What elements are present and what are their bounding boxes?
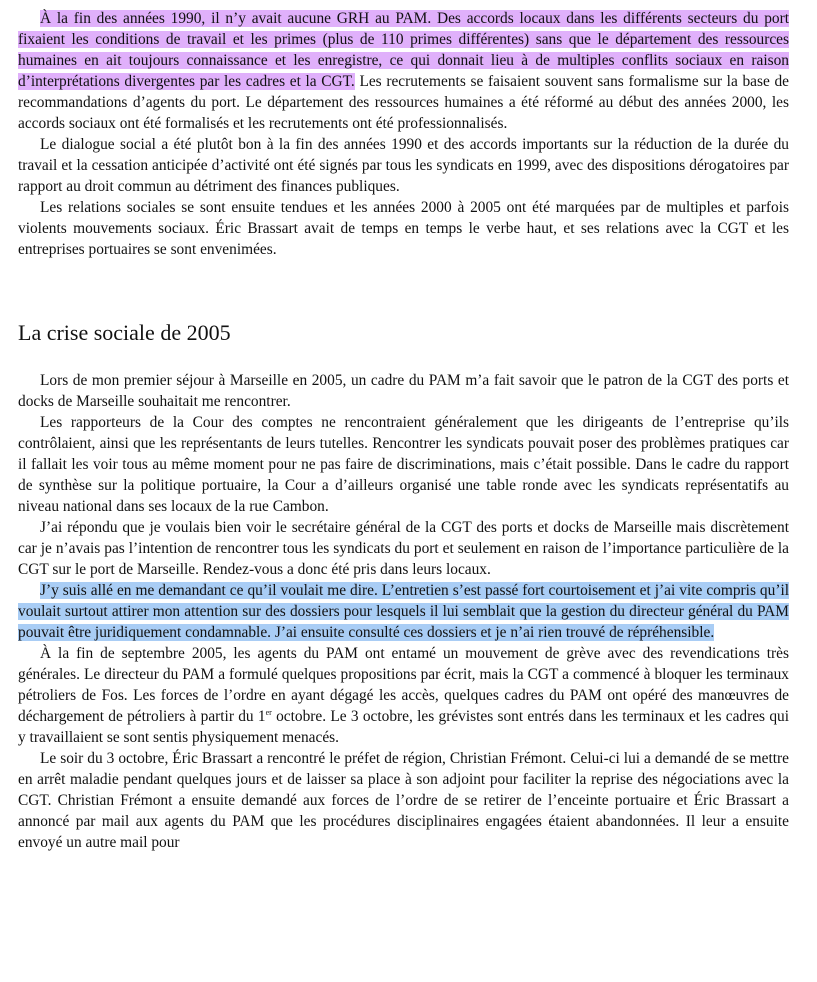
paragraph-text: octobre. Le 3 octobre, les grévistes sont entrés dans les terminaux et les cadres qui y travaillaient se sont sentis physiquement menacés.	[18, 708, 789, 746]
paragraph-rapporteurs: Les rapporteurs de la Cour des comptes ne rencontraient généralement que les dirigeants de l’entreprise qu’ils contrôlaient, ainsi que les représentants de leurs tutelles. Rencontrer les syndicats pouvait poser des problèmes pratiques car il fallait les voir tous au même moment pour ne pas faire de discriminations, mais c’était possible. Dans le cadre du rapport de synthèse sur la politique portuaire, la Cour a d’ailleurs organisé une table ronde avec les syndicats représentatifs au niveau national dans ses locaux de la rue Cambon.	[18, 414, 789, 515]
paragraph-soir-3-octobre: Le soir du 3 octobre, Éric Brassart a rencontré le préfet de région, Christian Frémont. Celui-ci lui a demandé de se mettre en arrêt maladie pendant quelques jours et de laisser sa place à son adjoint pour faciliter la reprise des négociations avec la CGT. Christian Frémont a ensuite demandé aux forces de l’ordre de se retirer de l’enceinte portuaire et Éric Brassart a annoncé par mail aux agents du PAM que les procédures disciplinaires engagées étaient abandonnées. Il leur a ensuite envoyé un autre mail pour	[18, 750, 789, 851]
paragraph-reponse: J’ai répondu que je voulais bien voir le secrétaire général de la CGT des ports et docks de Marseille mais discrètement car je n’avais pas l’intention de rencontrer tous les syndicats du port et seulement en raison de l’importance particulière de la CGT sur le port de Marseille. Rendez-vous a donc été pris dans leurs locaux.	[18, 519, 789, 578]
paragraph-premier-sejour: Lors de mon premier séjour à Marseille en 2005, un cadre du PAM m’a fait savoir que le patron de la CGT des ports et docks de Marseille souhaitait me rencontrer.	[18, 372, 789, 410]
paragraph-greve	[18, 643, 789, 748]
document-page	[18, 8, 789, 853]
paragraph-grh	[18, 8, 789, 134]
superscript: er	[265, 707, 272, 717]
section-heading: La crise sociale de 2005	[18, 320, 231, 345]
paragraph-entretien	[18, 580, 789, 643]
paragraph-text: À la fin de septembre 2005, les agents du PAM ont entamé un mouvement de grève avec des revendications très générales. Le directeur du PAM a formulé quelques propositions par écrit, mais la CGT a commencé à bloquer les terminaux pétroliers de Fos. Les forces de l’ordre en ayant dégagé les accès, quelques cadres du PAM ont opéré des manœuvres de déchargement de pétroliers à partir du 1	[18, 645, 789, 725]
highlighted-text-blue: J’y suis allé en me demandant ce qu’il voulait me dire. L’entretien s’est passé fort courtoisement et j’ai vite compris qu’il voulait surtout attirer mon attention sur des dossiers pour lesquels il lui semblait que la gestion du directeur général du PAM pouvait être juridiquement condamnable. J’ai ensuite consulté ces dossiers et je n’ai rien trouvé de répréhensible.	[18, 582, 789, 641]
paragraph-dialogue-social: Le dialogue social a été plutôt bon à la fin des années 1990 et des accords importants sur la réduction de la durée du travail et la cessation anticipée d’activité ont été signés par tous les syndicats en 1999, avec des dispositions dérogatoires par rapport au droit commun au détriment des finances publiques.	[18, 136, 789, 195]
highlighted-text-purple: À la fin des années 1990, il n’y avait aucune GRH au PAM. Des accords locaux dans les différents secteurs du port fixaient les conditions de travail et les primes (plus de 110 primes différentes) sans que le département des ressources humaines en ait toujours connaissance et les enregistre, ce qui donnait lieu à de multiples conflits sociaux en raison d’interprétations divergentes par les cadres et la CGT.	[18, 10, 789, 90]
paragraph-relations-sociales: Les relations sociales se sont ensuite tendues et les années 2000 à 2005 ont été marquées par de multiples et parfois violents mouvements sociaux. Éric Brassart avait de temps en temps le verbe haut, et ses relations avec la CGT et les entreprises portuaires se sont envenimées.	[18, 199, 789, 258]
paragraph-text: Les recrutements se faisaient souvent sans formalisme sur la base de recommandations d’agents du port. Le département des ressources humaines a été réformé au début des années 2000, les accords sociaux ont été formalisés et les recrutements ont été professionnalisés.	[18, 73, 789, 132]
